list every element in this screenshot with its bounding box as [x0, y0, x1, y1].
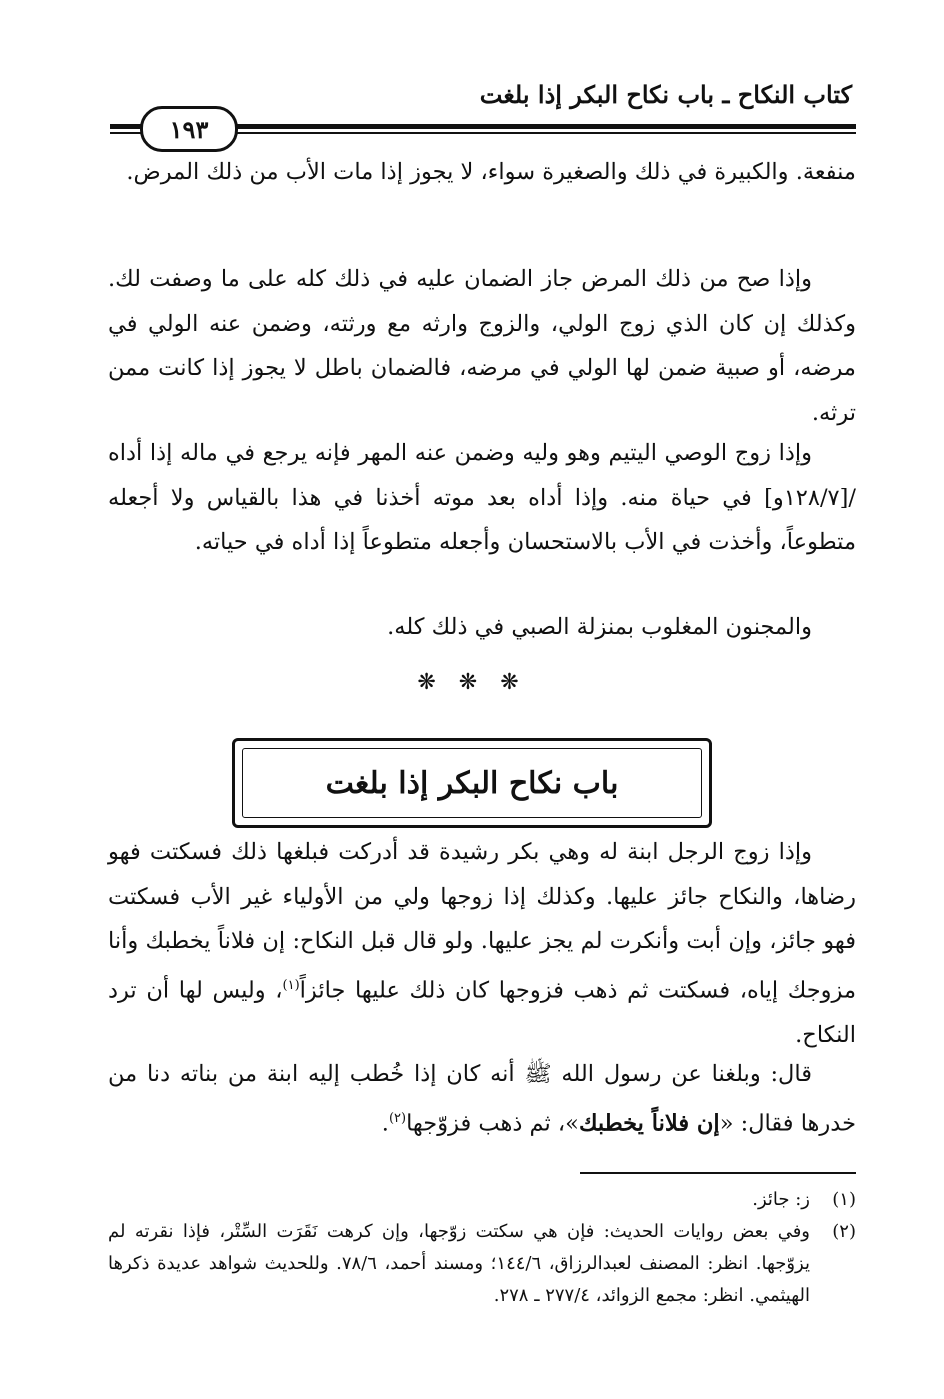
footnote-2 [108, 1216, 856, 1312]
paragraph-text: منفعة. والكبيرة في ذلك والصغيرة سواء، لا يجوز إذا مات الأب من ذلك المرض. [126, 159, 856, 185]
chapter-heading: باب نكاح البكر إذا بلغت [242, 748, 702, 818]
paragraph-insane [108, 605, 856, 650]
paragraph-virgin-marriage [108, 830, 856, 1057]
footnote-separator [580, 1172, 856, 1174]
paragraph-hadith [108, 1052, 856, 1146]
paragraph-text-end: . [381, 1110, 389, 1136]
paragraph-text: وإذا صح من ذلك المرض جاز الضمان عليه في ذلك كله على ما وصفت لك. وكذلك إن كان الذي زوج الولي، والزوج وارثه مع ورثته، وضمن عنه الولي في مرضه، أو صبية ضمن لها الولي في مرضه، فالضمان باطل لا يجوز إذا كانت ممن ترثه. [108, 266, 856, 426]
footnote-text: وفي بعض روايات الحديث: فإن هي سكتت زوّجها، وإن كرهت نَقَرَت السِّتْر، فإذا نقرته لم يزوّجها. انظر: المصنف لعبدالرزاق، ١٤٤/٦؛ ومسند أحمد، ٧٨/٦. وللحديث شواهد عديدة ذكرها الهيثمي. انظر: مجمع الزوائد، ٢٧٧/٤ ـ ٢٧٨. [108, 1221, 810, 1306]
section-separator: ❋ ❋ ❋ [417, 670, 527, 695]
footnote-number: (١) [832, 1189, 856, 1210]
chapter-heading-frame [232, 738, 712, 828]
paragraph-text: قال: وبلغنا عن رسول الله ﷺ أنه كان إذا خُطب إليه ابنة من بناته دنا من خدرها فقال: « [108, 1061, 856, 1136]
paragraph-text: والمجنون المغلوب بمنزلة الصبي في ذلك كله. [387, 614, 812, 640]
paragraph-text-end: ، وليس لها أن ترد النكاح. [108, 977, 856, 1048]
paragraph-continuation [108, 150, 856, 195]
footnote-text: ز: جائز. [752, 1189, 810, 1210]
paragraph-guardian-dowry [108, 431, 856, 565]
footnotes [108, 1184, 856, 1312]
paragraph-text-mid: »، ثم ذهب فزوّجها [406, 1110, 579, 1136]
footnote-ref-2[interactable]: (٢) [388, 1110, 407, 1126]
page-number: ١٩٣ [140, 106, 238, 152]
paragraph-guarantee-recovery [108, 257, 856, 435]
paragraph-text: وإذا زوج الرجل ابنة له وهي بكر رشيدة قد أدركت فبلغها ذلك فسكتت فهو رضاها، والنكاح جائز عليها. وكذلك إذا زوجها ولي من الأولياء غير الأب فسكتت فهو جائز، وإن أبت وأنكرت لم يجز عليها. ولو قال قبل النكاح: إن فلاناً يخطبك وأنا مزوجك إياه، فسكتت ثم ذهب فزوجها كان ذلك عليها جائزاً [108, 839, 856, 1003]
footnote-1 [108, 1184, 856, 1216]
footnote-ref-1[interactable]: (١) [282, 977, 300, 993]
running-header: كتاب النكاح ـ باب نكاح البكر إذا بلغت [479, 80, 852, 109]
hadith-quote: إن فلاناً يخطبك [578, 1110, 720, 1136]
paragraph-text: وإذا زوج الوصي اليتيم وهو وليه وضمن عنه المهر فإنه يرجع في ماله إذا أداه /[١٢٨/٧و] في حياة منه. وإذا أداه بعد موته أخذنا في هذا بالقياس ولا أجعله متطوعاً، وأخذت في الأب بالاستحسان وأجعله متطوعاً إذا أداه في حياته. [108, 440, 856, 555]
footnote-number: (٢) [832, 1221, 856, 1242]
